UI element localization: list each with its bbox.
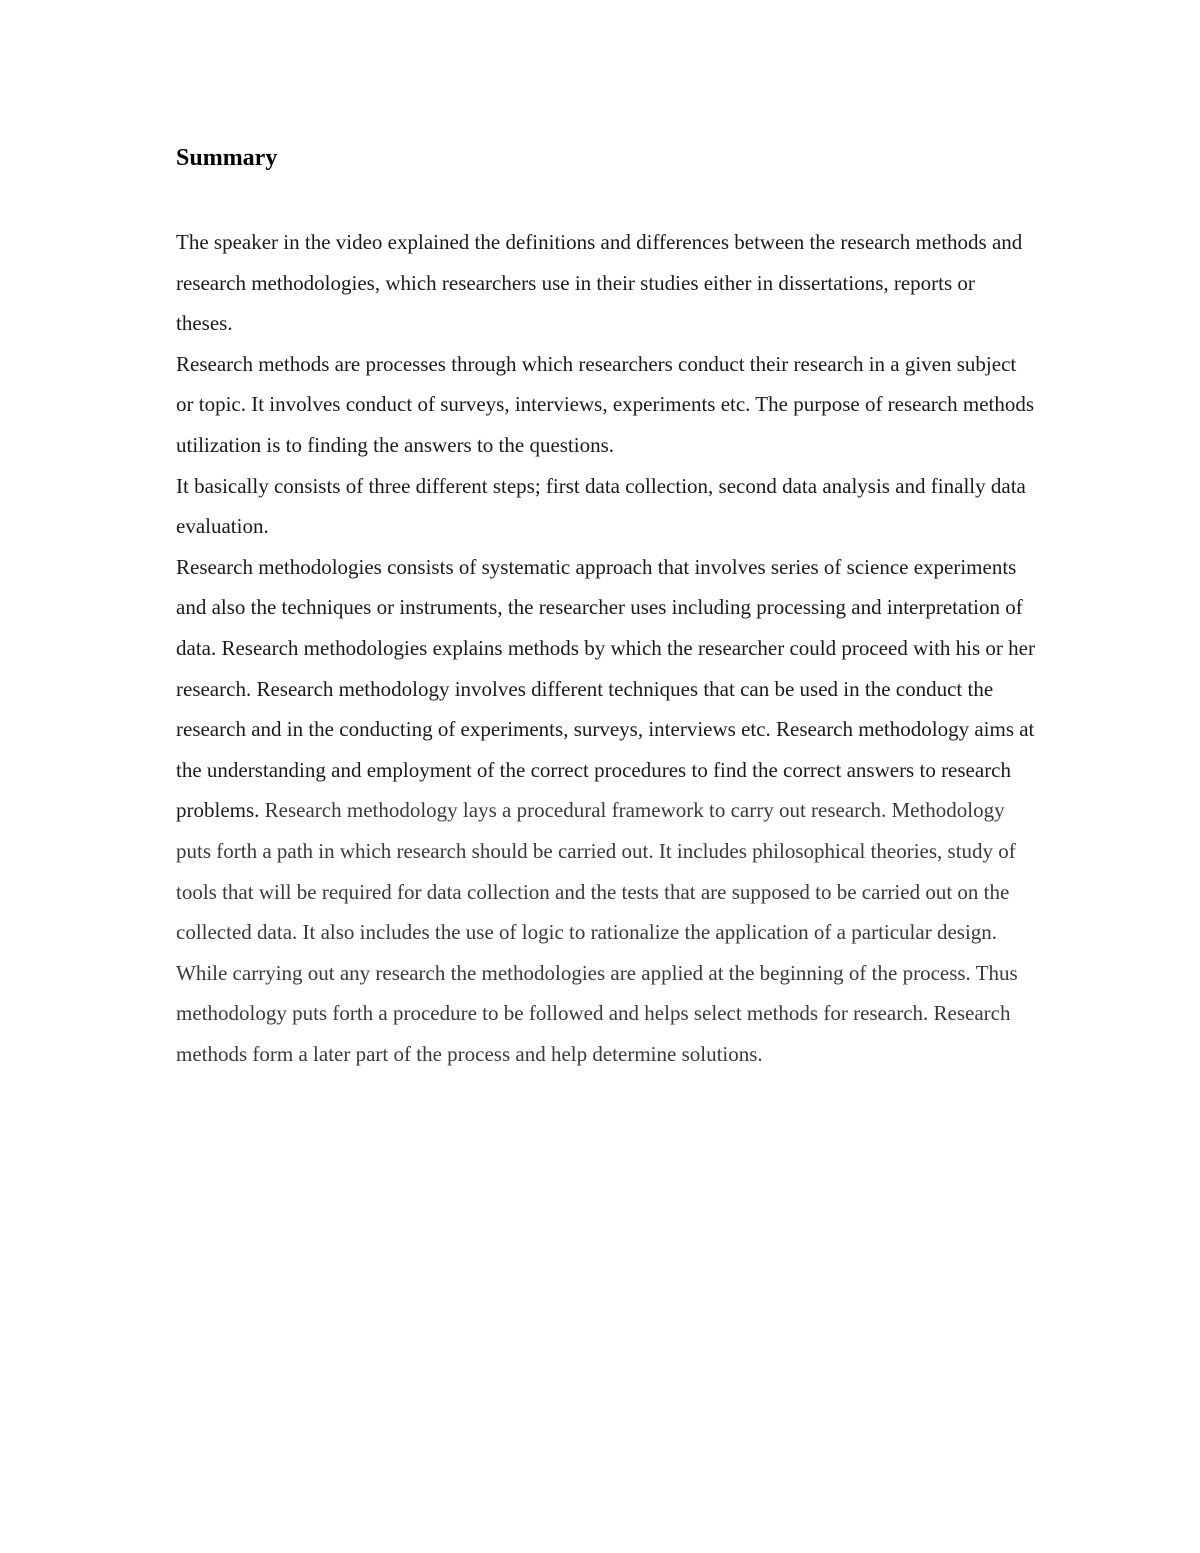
paragraph-methodology-framework-text: Research methodology lays a procedural framework to carry out research. Methodology puts forth a path in which research should be carried out. It includes philosophical theories, study of tools that will be required for data collection and the tests that are supposed to be carried out on the collected data. It also includes the use of logic to rationalize the application of a particular design. While carrying out any research the methodologies are applied at the beginning of the process. Thus methodology puts forth a procedure to be followed and helps select methods for research. Research methods form a later part of the process and help determine solutions. [176,798,1018,1066]
paragraph-research-methodologies [176,547,1036,1075]
document-title: Summary [176,145,278,171]
document-body [176,222,1036,1074]
document-content [176,138,1036,1074]
paragraph-intro: The speaker in the video explained the definitions and differences between the research methods and research methodologies, which researchers use in their studies either in dissertations, reports or theses. [176,230,1023,336]
paragraph-methodologies-text: Research methodologies consists of systematic approach that involves series of science experiments and also the techniques or instruments, the researcher uses including processing and interpretation of data. Research methodologies explains methods by which the researcher could proceed with his or her research. Research methodology involves different techniques that can be used in the conduct the research and in the conducting of experiments, surveys, interviews etc. Research methodology aims at the understanding and employment of the correct procedures to find the correct answers to research problems. [176,554,1035,823]
paragraph-research-methods: Research methods are processes through which researchers conduct their research in a given subject or topic. It involves conduct of surveys, interviews, experiments etc. The purpose of research methods utilization is to finding the answers to the questions. [176,351,1035,457]
paragraph-steps: It basically consists of three different steps; first data collection, second data analysis and finally data evaluation. [176,473,1026,539]
